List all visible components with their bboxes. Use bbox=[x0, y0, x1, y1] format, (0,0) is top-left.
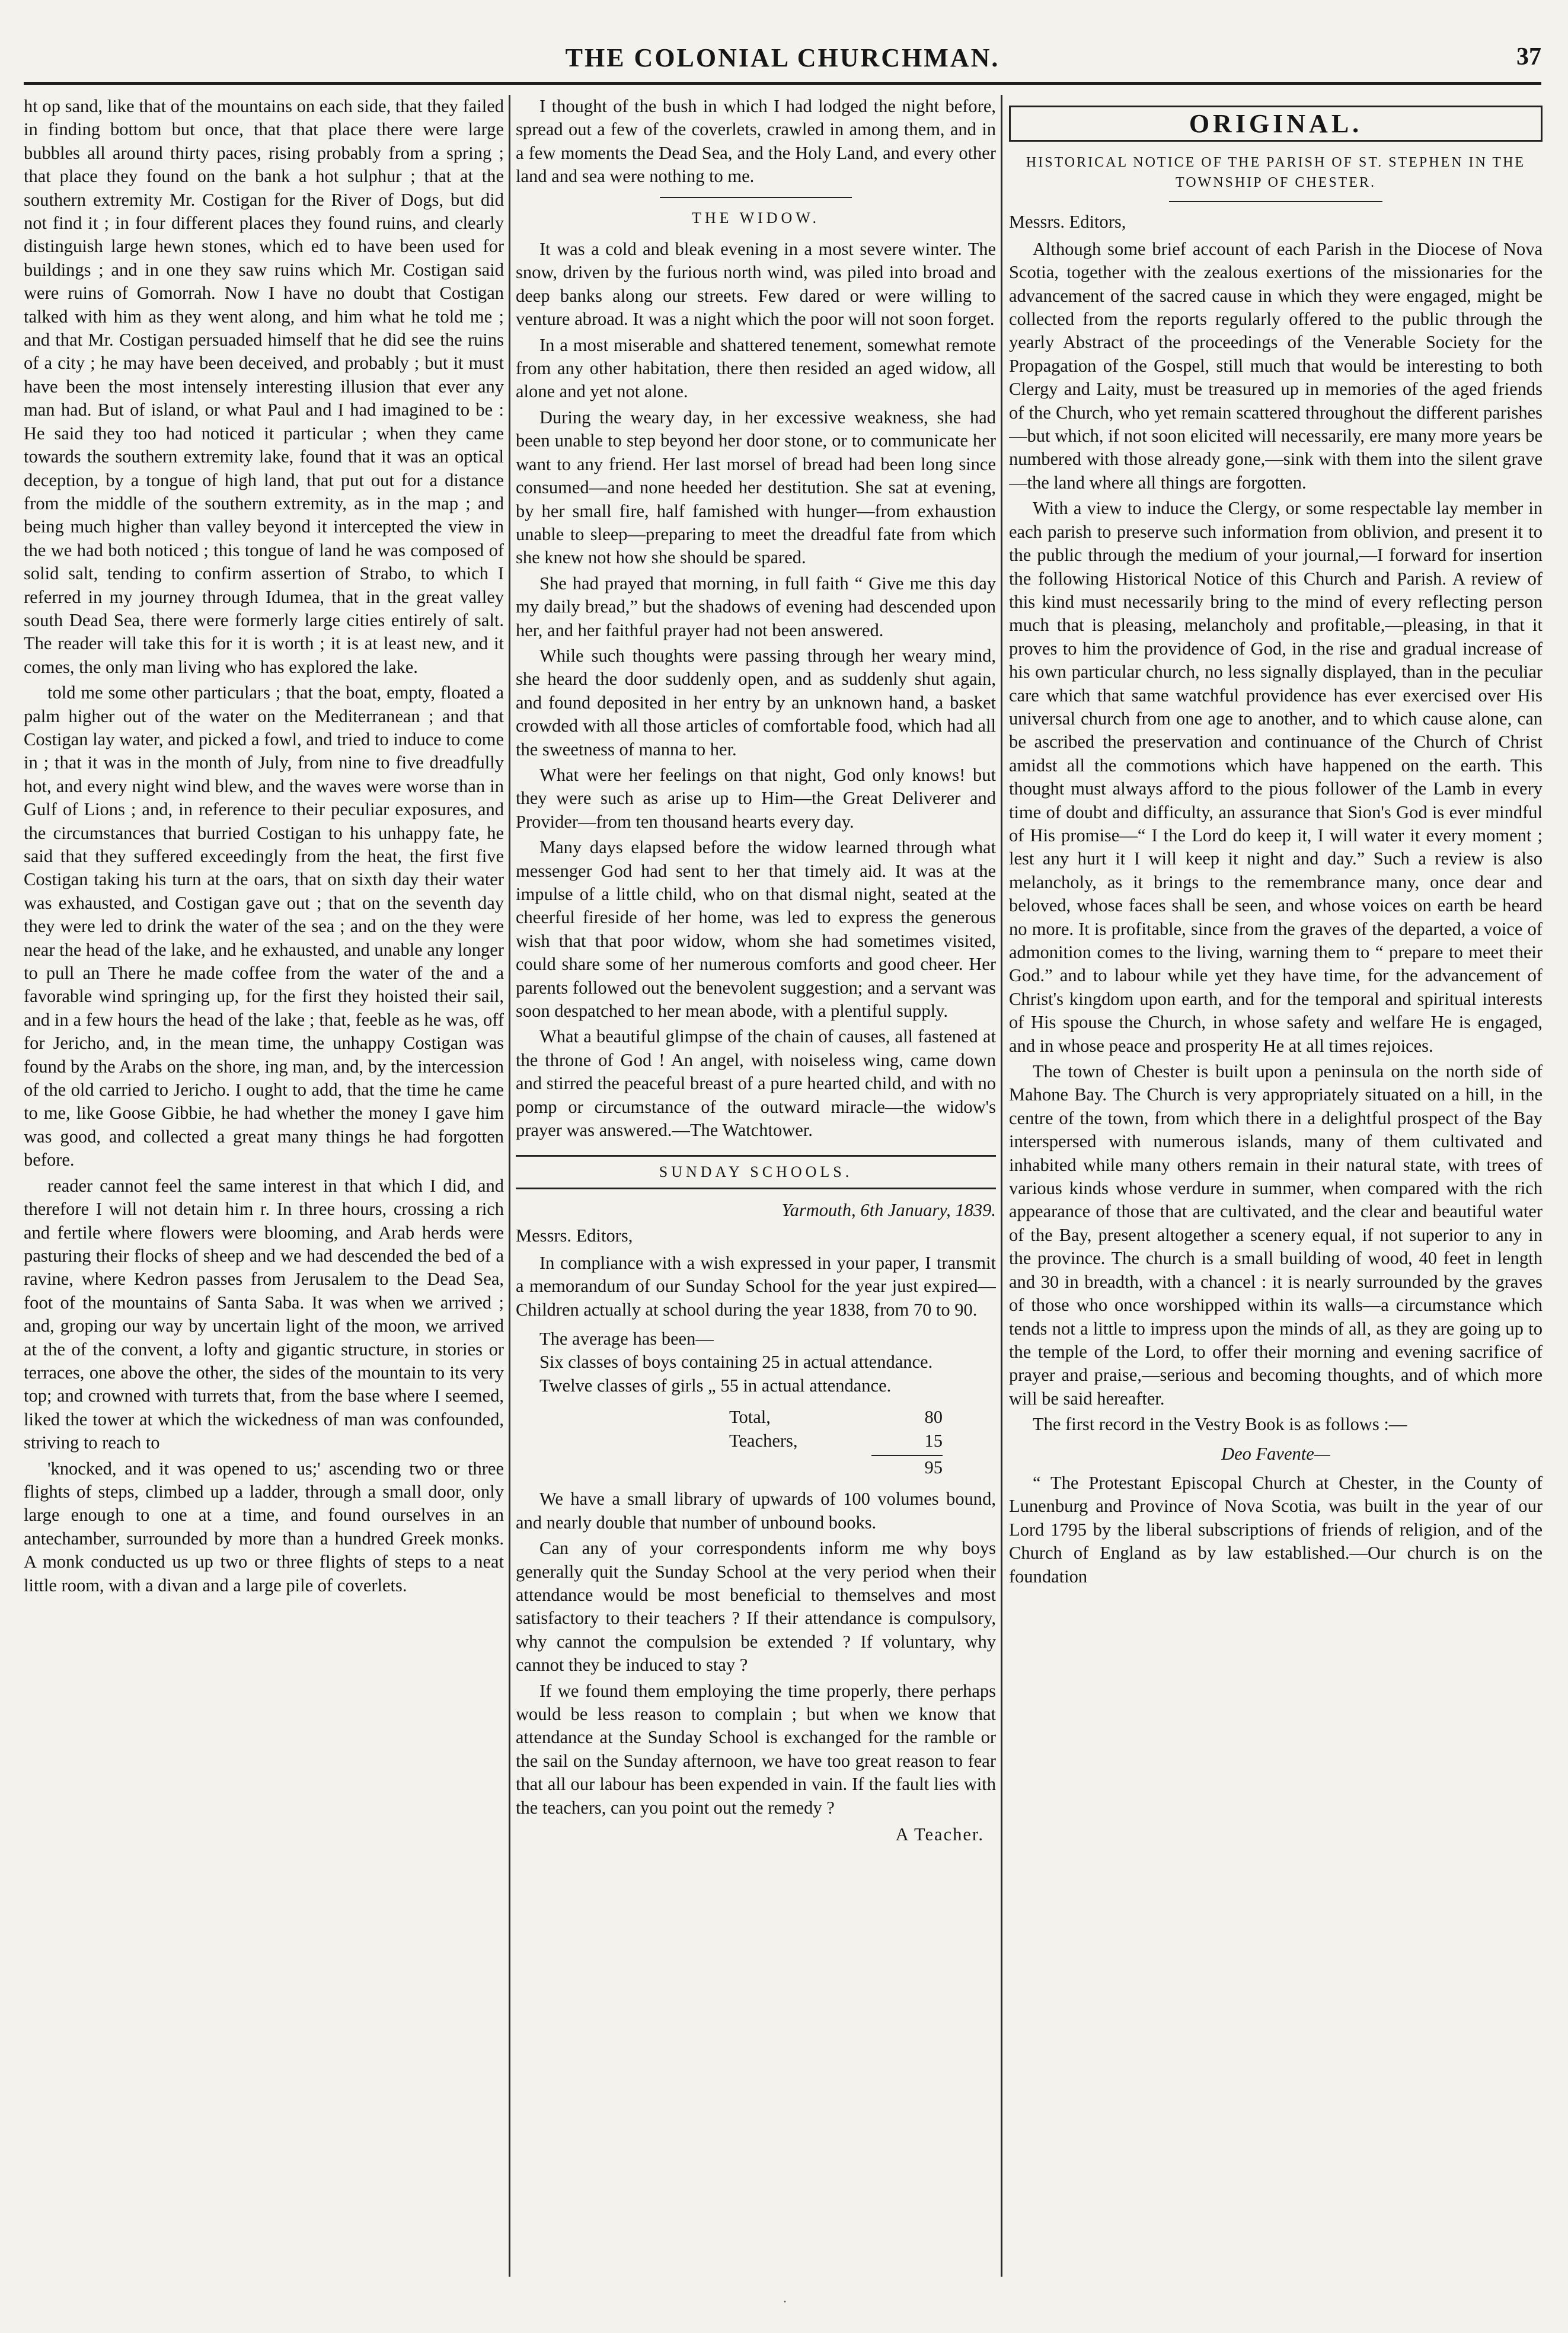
section-divider bbox=[1169, 201, 1382, 202]
salutation: Messrs. Editors, bbox=[516, 1225, 633, 1246]
masthead bbox=[24, 23, 1541, 85]
widow-paragraph: In a most miserable and shattered tenement, somewhat remote from any other habitation, there then resided an aged widow, all alone and yet not alone. bbox=[516, 334, 996, 402]
column-2 bbox=[516, 95, 996, 2277]
column-3 bbox=[1009, 95, 1543, 2277]
attendance-list bbox=[539, 1327, 996, 1397]
notice-paragraph: The town of Chester is built upon a peninsula on the north side of Mahone Bay. The Church is very appropriately situated on a hill, in the centre of the town, from which there in a delightful prospect of the Bay interspersed with numerous islands, many of them cultivated and inhabited while many others remain in their natural state, with trees of various kinds whose verdure in summer, when compared with the rich appearance of those that are cultivated, and the clear and beautiful water of the Bay, present altogether a scenery equal, if not superior to any in the province. The church is a small building of wood, 40 feet in length and 30 in breadth, with a chancel : it is nearly surrounded by the graves of those who once worshipped within its walls—a circumstance which tends not a little to impress upon the minds of all, as they are going up to the temple of the Lord, to offer their morning and evening sacrifice of prayer and praise,—serious and becoming thoughts, and of which more will be said hereafter. bbox=[1009, 1061, 1543, 1409]
girls-line: Twelve classes of girls „ 55 in actual attendance. bbox=[539, 1375, 892, 1396]
widow-paragraph: During the weary day, in her excessive weakness, she had been unable to step beyond her door stone, or to communicate her want to any friend. Her last morsel of bread had been long since consumed—and none heeded her destitution. She sat at evening, by her small fire, half famished with hunger—from exhaustion unable to sleep—preparing to meet the dreadful fate from which she knew not how she should be spared. bbox=[516, 407, 996, 568]
vestry-record: “ The Protestant Episcopal Church at Chester, in the County of Lunenburg and Province of Nova Scotia, was built in the year of our Lord 1795 by the liberal subscriptions of friends of religion, and of the Church of England as by law established.—Our church is on the foundation bbox=[1009, 1472, 1543, 1587]
page-number: 37 bbox=[1516, 43, 1541, 71]
total-label: Total, bbox=[729, 1407, 771, 1428]
signature: A Teacher. bbox=[895, 1824, 984, 1845]
grand-total-row bbox=[729, 1456, 943, 1479]
totals-table bbox=[729, 1406, 996, 1479]
page-mark: · bbox=[783, 2294, 787, 2310]
total-row bbox=[729, 1406, 943, 1429]
grand-total-value: 95 bbox=[924, 1457, 943, 1477]
widow-paragraph: What were her feelings on that night, God only knows! but they were such as arise up to Him—the Great Deliverer and Provider—from ten thousand hearts every day. bbox=[516, 764, 996, 832]
sunday-paragraph: If we found them employing the time properly, there perhaps would be less reason to complain ; but when we know that attendance at the Sunday School is exchanged for the ramble or the sail on the Sunday afternoon, we have too great reason to fear that all our labour has been expended in vain. If the fault lies with the teachers, can you point out the remedy ? bbox=[516, 1680, 996, 1818]
newspaper-title: THE COLONIAL CHURCHMAN. bbox=[565, 43, 1000, 72]
col1-paragraph: ht op sand, like that of the mountains on each side, that they failed in finding bottom but once, that that place there were large bubbles all around thirty paces, rising probably from a spring ; that place they found on the bank a hot sulphur ; that at the southern extremity Mr. Costigan for the River of Dogs, but did not find it ; in four different places they found ruins, and clearly distinguish large hewn stones, which ed to have been used for buildings ; and in one they saw ruins which Mr. Costigan said were ruins of Gomorrah. Now I have no doubt that Costigan talked with him as they went along, and him what he told me ; and that Mr. Costigan persuaded himself that he did see the ruins of a city ; he may have been deceived, and probably ; but it must have been the most intensely interesting illusion that ever any man had. But of island, or what Paul and I had imagined to be : He said they too had noticed it particular ; when they came towards the southern extremity lake, found that it was an optical deception, by a tongue of high land, that put out for a distance from the middle of the southern extremity, as in the map ; and being much higher than valley beyond it intercepted the view in the we had both noticed ; this tongue of land he was composed of solid salt, tending to confirm assertion of Strabo, to which I referred in my journey through Idumea, that in the great valley south Dead Sea, there were formerly large cities entirely of salt. The reader will take this for it is worth ; it is at least new, and it comes, the only man living who has explored the lake. bbox=[24, 96, 504, 677]
column-divider bbox=[1001, 95, 1002, 2277]
col1-paragraph: 'knocked, and it was opened to us;' ascending two or three flights of steps, climbed up a ladder, through a small door, only large enough to one at a time, and found ourselves in an antechamber, surrounded by more than a hundred Greek monks. A monk conducted us up two or three flights of steps to a neat little room, with a divan and a large pile of coverlets. bbox=[24, 1458, 504, 1595]
section-divider bbox=[660, 197, 852, 198]
original-title: ORIGINAL. bbox=[1009, 106, 1543, 142]
sunday-schools-title: SUNDAY SCHOOLS. bbox=[516, 1155, 996, 1189]
average-label: The average has been— bbox=[539, 1328, 714, 1349]
col2-intro-paragraph: I thought of the bush in which I had lodged the night before, spread out a few of the coverlets, crawled in among them, and in a few moments the Dead Sea, and the Holy Land, and every other land and sea were nothing to me. bbox=[516, 96, 996, 187]
widow-paragraph: While such thoughts were passing through her weary mind, she heard the door suddenly open, and as suddenly shut again, and found deposited in her entry by an unknown hand, a basket crowded with all those articles of comfortable food, which had all the sweetness of manna to her. bbox=[516, 645, 996, 759]
sunday-intro: In compliance with a wish expressed in your paper, I transmit a memorandum of our Sunday School for the year just expired—Children actually at school during the year 1838, from 70 to 90. bbox=[516, 1252, 996, 1320]
widow-paragraph: What a beautiful glimpse of the chain of causes, all fastened at the throne of God ! An angel, with noiseless wing, came down and stirred the peaceful breast of a pure hearted child, and with no pomp or circumstance of the outward miracle—the widow's prayer was answered.—The Watchtower. bbox=[516, 1026, 996, 1141]
teachers-value: 15 bbox=[924, 1430, 943, 1451]
widow-paragraph: It was a cold and bleak evening in a most severe winter. The snow, driven by the furious north wind, was piled into broad and deep banks along our streets. Few dared or were willing to venture abroad. It was a night which the poor will not soon forget. bbox=[516, 239, 996, 330]
salutation: Messrs. Editors, bbox=[1009, 212, 1126, 232]
notice-paragraph: The first record in the Vestry Book is as follows :— bbox=[1033, 1414, 1407, 1435]
total-value: 80 bbox=[924, 1407, 943, 1428]
widow-title: THE WIDOW. bbox=[692, 209, 820, 226]
teachers-label: Teachers, bbox=[729, 1430, 798, 1451]
deo-favente: Deo Favente— bbox=[1221, 1443, 1330, 1464]
column-divider bbox=[509, 95, 510, 2277]
column-1 bbox=[24, 95, 504, 2277]
widow-paragraph: Many days elapsed before the widow learned through what messenger God had sent to her that timely aid. It was at the impulse of a little child, who on that dismal night, seated at the cheerful fireside of her home, was led to express the generous wish that that poor widow, whom she had sometimes visited, could share some of her numerous comforts and good cheer. Her parents followed out the benevolent suggestion; and a servant was soon despatched to her mean abode, with a plentiful supply. bbox=[516, 837, 996, 1022]
col1-paragraph: reader cannot feel the same interest in that which I did, and therefore I will not detain him r. In three hours, crossing a rich and fertile where flowers were blooming, and Arab herds were pasturing their flocks of sheep and we had descended the bed of a ravine, where Kedron passes from Jerusalem to the Dead Sea, foot of the mountains of Santa Saba. It was when we arrived ; and, groping our way by uncertain light of the moon, we arrived at the of the convent, a lofty and gigantic structure, in stories or terraces, one above the other, the sides of the mountain to its very top; and crowned with turrets that, from the base where I seemed, liked the tower at which the wickedness of man was confounded, striving to reach to bbox=[24, 1175, 504, 1453]
historical-notice-heading: HISTORICAL NOTICE OF THE PARISH OF ST. STEPHEN IN THE TOWNSHIP OF CHESTER. bbox=[1026, 155, 1526, 191]
boys-line: Six classes of boys containing 25 in actual attendance. bbox=[539, 1352, 933, 1373]
dateline: Yarmouth, 6th January, 1839. bbox=[781, 1199, 996, 1220]
notice-paragraph: With a view to induce the Clergy, or some respectable lay member in each parish to preserve such information from oblivion, and present it to the public through the medium of your journal,—I forward for insertion the following Historical Notice of this Church and Parish. A review of this kind must necessarily bring to the mind of every reflecting person much that is pleasing, melancholy and profitable,—pleasing, in that it proves to him the providence of God, in the rise and gradual increase of his own particular church, no less signally displayed, than in the peculiar care which that same watchful providence has ever exercised over His universal church from one age to another, and to which cause alone, can be ascribed the preservation and continuance of the Church of Christ amidst all the commotions which have happened on the earth. This thought must always afford to the pious follower of the Lamb in every time of doubt and difficulty, an assurance that Sion's God is ever mindful of His promise—“ I the Lord do keep it, I will water it every moment ; lest any hurt it I will keep it night and day.” Such a review is also melancholy, as it brings to the remembrance many, once dear and beloved, whose faces shall be seen, and whose voices on earth be heard no more. It is profitable, since from the graves of the departed, a voice of admonition comes to the living, warning them to “ prepare to meet their God.” and to labour while yet they have time, for the advancement of Christ's kingdom upon earth, and for the temporal and spiritual interests of His spouse the Church, in whose safety and welfare He is engaged, and in whose peace and prosperity He at all times rejoices. bbox=[1009, 498, 1543, 1056]
widow-paragraph: She had prayed that morning, in full faith “ Give me this day my daily bread,” but the shadows of evening had descended upon her, and her faithful prayer had not been answered. bbox=[516, 573, 996, 640]
sunday-paragraph: Can any of your correspondents inform me why boys generally quit the Sunday School at the very period when their attendance would be most beneficial to themselves and most satisfactory to their teachers ? If their attendance is compulsory, why cannot the compulsion be extended ? If voluntary, why cannot they be induced to stay ? bbox=[516, 1538, 996, 1675]
teachers-row bbox=[729, 1429, 943, 1453]
signoff bbox=[516, 1823, 996, 1846]
col1-paragraph: told me some other particulars ; that the boat, empty, floated a palm higher out of the water on the Mediterranean ; and that Costigan lay water, and picked a fowl, and tried to induce to come in ; that it was in the month of July, from nine to five dreadfully hot, and every night wind blew, and the waves were worse than in Gulf of Lions ; and, in reference to their peculiar exposures, and the circumstances that burried Costigan to his unhappy fate, he said that they suffered exceedingly from the heat, the first five Costigan taking his turn at the oars, that on sixth day their water was exhausted, and Costigan gave out ; that on the seventh day they were led to drink the water of the sea ; and on the they were near the head of the lake, and he exhausted, and unable any longer to pull an There he made coffee from the water of the and a favorable wind springing up, for the first they hoisted their sail, and in a few hours the head of the lake ; that, feeble as he was, off for Jericho, and, in the mean time, the unhappy Costigan was found by the Arabs on the shore, ing man, and, by the intercession of the old carried to Jericho. I ought to add, that the time he came to me, like Goose Gibbie, he had whether the money I gave him was good, and collected a great many things he had forgotten before. bbox=[24, 682, 504, 1170]
sunday-paragraph: We have a small library of upwards of 100 volumes bound, and nearly double that number of unbound books. bbox=[516, 1489, 996, 1533]
notice-paragraph: Although some brief account of each Parish in the Diocese of Nova Scotia, together with the zealous exertions of the missionaries for the advancement of the sacred cause in which they were engaged, might be collected from the reports regularly offered to the public through the yearly Abstract of the proceedings of the Venerable Society for the Propagation of the Gospel, still much that would be interesting to both Clergy and Laity, must be treasured up in memories of the aged friends of the Church, who yet remain scattered throughout the different parishes —but which, if not soon elicited will necessarily, ere many more years be numbered with those already gone,—sink with them into the silent grave—the land where all things are forgotten. bbox=[1009, 238, 1543, 493]
